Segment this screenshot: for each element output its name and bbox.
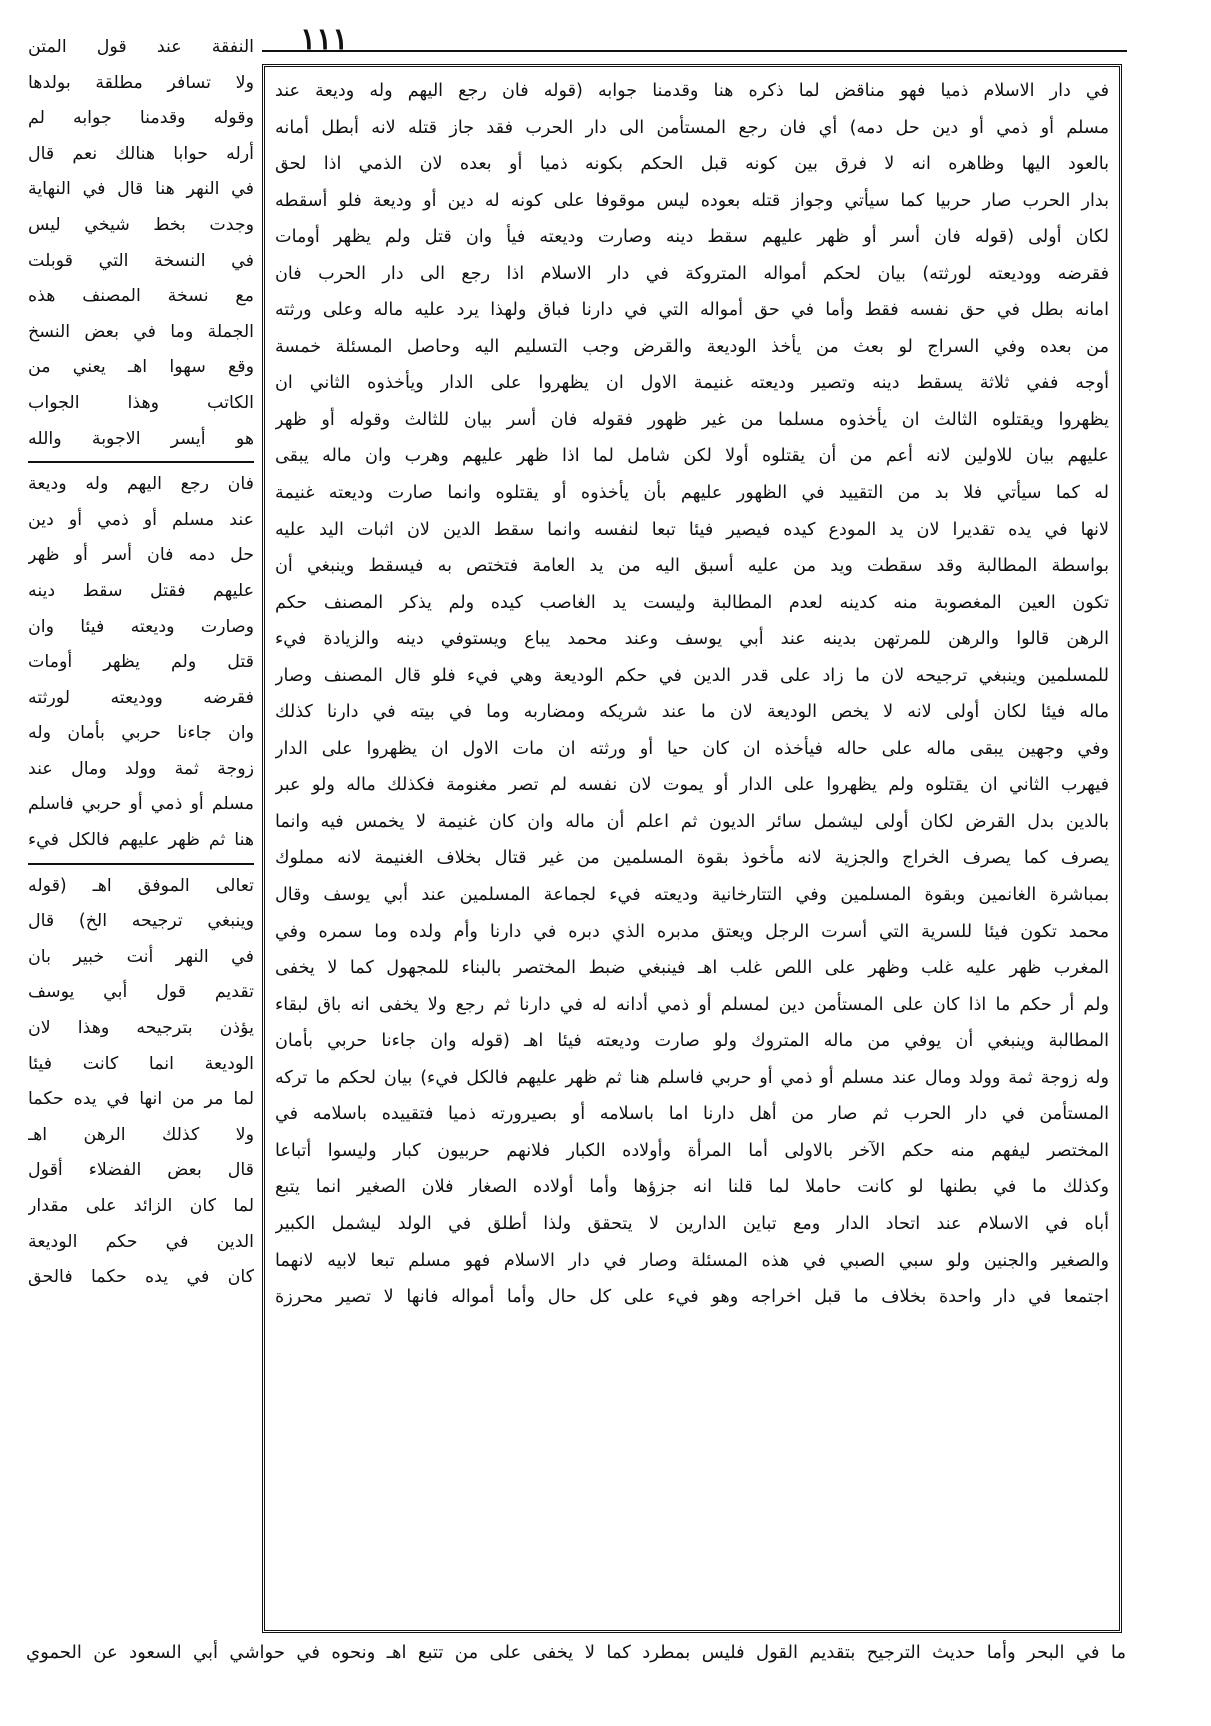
main-text-frame (262, 64, 1122, 1633)
margin-line: وان جاءنا حربي بأمان وله (28, 723, 254, 744)
page-number: ١١١ (300, 22, 349, 57)
main-text-line: بدار الحرب صار حربيا كما سيأتي وجواز قتله بعوده ليس موقوفا على كونه له دين أو وديعة فلو أسقطه (275, 190, 1109, 211)
margin-line: وجدت بخط شيخي ليس (28, 214, 254, 235)
main-text-line: فيهرب الثاني ان يقتلوه ولم يظهروا على الدار أو يموت لان نفسه لم تصر مغنومة فكذلك ماله ولو عبر (275, 775, 1109, 796)
margin-line: وقع سهوا اهـ يعني من (28, 357, 254, 378)
main-text-line: يظهروا ويقتلوه الثالث ان يأخذوه مسلما من غير ظهور فقوله فان أسر بيان للثالث وقوله أو ظهر (275, 409, 1109, 430)
margin-commentary (28, 30, 254, 1631)
main-text-line: فقرضه ووديعته لورثته) بيان لحكم أمواله المتروكة في دار الاسلام اذا رجع الى دار الحرب فان (275, 263, 1109, 284)
margin-line: لما كان الزائد على مقدار (28, 1196, 254, 1216)
main-text-line: الرهن قالوا والرهن للمرتهن بدينه عند أبي يوسف وعند محمد يباع ويستوفي دينه والزيادة فيء (275, 629, 1109, 650)
main-text-line: والصغير والجنين ولو سبي الصبي في هذه المسئلة وصار في دار الاسلام فهو مسلم تبعا لابيه لانهما (275, 1250, 1109, 1271)
margin-line: قتل ولم يظهر أومات (28, 652, 254, 673)
margin-line: كان في يده حكما فالحق (28, 1267, 254, 1288)
margin-separator (28, 863, 254, 865)
margin-line: في النهر أنت خبير بان (28, 946, 254, 967)
main-text-line: محمد تكون فيئا للسرية التي أسرت الرجل ويعتق مدبره الذي دبره في دارنا وأم ولده وما سمره وفي (275, 921, 1109, 942)
main-text-line: ماله فيئا لكان أولى لانه لا يخص الوديعة لان ما عند شريكه ومضاربه وما في بيته في دارنا كذلك (275, 702, 1109, 723)
main-text-line: تكون العين المغصوبة منه كدينه لعدم المطالبة وليست يد الغاصب كيده ولم يذكر المصنف حكم (275, 592, 1109, 613)
margin-line: عند مسلم أو ذمي أو دين (28, 509, 254, 530)
footer-continuation-line: ما في البحر وأما حديث الترجيح بتقديم القول فليس بمطرد كما لا يخفى على من تتبع اهـ ونحوه في حواشي أبي السعود عن الحموي (26, 1642, 1126, 1663)
main-text-line: وفي وجهين يبقى ماله على حاله فيأخذه ان كان حيا أو ورثته ان مات الاول ان يظهروا على الدار (275, 738, 1109, 759)
margin-line: حل دمه فان أسر أو ظهر (28, 545, 254, 566)
header-rule (262, 50, 1127, 52)
margin-block (28, 869, 254, 1296)
margin-line: وقوله وقدمنا جوابه لم (28, 108, 254, 129)
main-text-line: عليهم بيان للاولين لانه أعم من أن يقتلوه أولا لكن شامل لما اذا ظهر عليهم وهرب وان ماله يبقى (275, 446, 1109, 467)
main-text-line: له كما سيأتي فلا بد من التقييد في الظهور عليهم بأن يأخذوه أو يقتلوه وانما صارت وديعته غنيمة (275, 483, 1109, 504)
main-text-line: يصرف كما يصرف الخراج والجزية لانه مأخوذ بقوة المسلمين من غير قتال بخلاف الغنيمة لانه مملوك (275, 848, 1109, 869)
margin-block (28, 30, 254, 457)
main-text-line: لكان أولى (قوله فان أسر أو ظهر عليهم سقط دينه وصارت وديعته فيأ وان قتل ولم يظهر أومات (275, 227, 1109, 248)
margin-line: الدين في حكم الوديعة (28, 1231, 254, 1252)
margin-line: هو أيسر الاجوبة والله (28, 428, 254, 449)
main-text-line: امانه بطل في حق نفسه فقط وأما في حق أمواله التي في دارنا فباق ولهذا يرد عليه ماله وعلى ورثته (275, 300, 1109, 321)
main-text-line: في دار الاسلام ذميا فهو مناقض لما ذكره هنا وقدمنا جوابه (قوله فان رجع اليهم وله وديعة عند (275, 81, 1109, 101)
main-text-line: بالدين بدل القرض لكان أولى ليشمل سائر الديون ثم اعلم أن ماله وان كان غنيمة لا يخمس فيه وانما (275, 811, 1109, 832)
main-text-line: المختصر ليفهم منه حكم الآخر بالاولى أما المرأة وأولاده الكبار فلانهم حربيون كبار وليسوا أتباعا (275, 1140, 1109, 1161)
main-text-line: بالعود اليها وظاهره انه لا فرق بين كونه قبل الحكم بكونه ذميا أو بعده لان الذمي اذا لحق (275, 154, 1109, 175)
margin-line: مسلم أو ذمي أو حربي فاسلم (28, 794, 254, 815)
main-text-line: وله زوجة ثمة وولد ومال عند مسلم أو ذمي أو حربي فاسلم هنا ثم ظهر عليهم فالكل فيء) بيان لحكم ما تركه (275, 1067, 1109, 1088)
main-text-line: بواسطة المطالبة وقد سقطت ويد من عليه أسبق اليه من يد العامة فتختص به فيسقط وينبغي أن (275, 556, 1109, 577)
margin-line: فقرضه ووديعته لورثته (28, 687, 254, 708)
margin-line: الجملة وما في بعض النسخ (28, 321, 254, 342)
main-text-line: لانها في يده تقديرا لان يد المودع كيده فيصير فيئا تبعا لنفسه وانما سقط الدين لان اثبات اليد عليه (275, 519, 1109, 540)
main-text-line: اجتمعا في دار واحدة بخلاف ما قبل اخراجه وهو فيء على كل حال وأما أمواله فانها لا تصير محرزة (275, 1287, 1109, 1308)
margin-line: في النهر هنا قال في النهاية (28, 179, 254, 200)
main-text-line: بمباشرة الغانمين وبقوة المسلمين وفي التتارخانية وديعته فيء لجماعة المسلمين عند أبي يوسف وقال (275, 885, 1109, 906)
main-text-line: للمسلمين وينبغي ترجيحه لان ما زاد على قدر الدين في حكم الوديعة وهي فيء فلو قال المصنف وصار (275, 665, 1109, 686)
margin-line: النفقة عند قول المتن (28, 37, 254, 57)
main-text-line: المغرب ظهر عليه غلب وظهر على اللص غلب اهـ فينبغي ضبط المختصر بالبناء للمجهول كما لا يخفى (275, 958, 1109, 979)
margin-line: قال بعض الفضلاء أقول (28, 1160, 254, 1181)
margin-block (28, 467, 254, 859)
margin-line: مع نسخة المصنف هذه (28, 286, 254, 307)
margin-line: هنا ثم ظهر عليهم فالكل فيء (28, 830, 254, 851)
margin-line: الوديعة انما كانت فيئا (28, 1053, 254, 1074)
margin-line: ولا تسافر مطلقة بولدها (28, 72, 254, 93)
main-text-line: المطالبة وينبغي أن يوفي من ماله المتروك ولو صارت وديعته فيئا اهـ (قوله وان جاءنا حربي بأمان (275, 1031, 1109, 1052)
margin-line: عليهم فقتل سقط دينه (28, 580, 254, 601)
margin-line: وصارت وديعته فيئا وان (28, 616, 254, 637)
main-text (275, 73, 1109, 1316)
margin-line: لما مر من انها في يده حكما (28, 1089, 254, 1110)
main-text-line: وكذلك ما في بطنها لو كانت حاملا لما قلنا انه جزؤها وأما أولاده الصغار فلان الصغير انما يتبع (275, 1177, 1109, 1198)
margin-line: تقديم قول أبي يوسف (28, 982, 254, 1003)
margin-line: زوجة ثمة وولد ومال عند (28, 758, 254, 779)
main-text-line: مسلم أو ذمي أو دين حل دمه) أي فان رجع المستأمن الى دار الحرب فقد جاز قتله لانه أبطل أمانه (275, 117, 1109, 138)
margin-line: تعالى الموفق اهـ (قوله (28, 875, 254, 896)
main-text-line: ولم أر حكم ما اذا كان على المستأمن دين لمسلم أو ذمي أدانه له في دارنا ثم رجع ولا يخفى انه باق لبقاء (275, 994, 1109, 1015)
margin-line: يؤذن بترجيحه وهذا لان (28, 1018, 254, 1039)
margin-line: ولا كذلك الرهن اهـ (28, 1124, 254, 1145)
margin-line: فان رجع اليهم وله وديعة (28, 474, 254, 495)
main-text-line: أباه في الاسلام عند اتحاد الدار ومع تباين الدارين لا يتحقق ولذا أطلق في الولد ليشمل الكبير (275, 1213, 1109, 1234)
margin-separator (28, 461, 254, 463)
margin-line: أرله حوابا هنالك نعم قال (28, 143, 254, 164)
main-text-line: من بعده وفي السراج لو بعث من يأخذ الوديعة والقرض وجب التسليم اليه وحاصل المسئلة خمسة (275, 336, 1109, 357)
margin-line: الكاتب وهذا الجواب (28, 392, 254, 413)
margin-line: وينبغي ترجيحه الخ) قال (28, 911, 254, 932)
margin-line: في النسخة التي قوبلت (28, 250, 254, 271)
main-text-line: أوجه ففي ثلاثة يسقط دينه وتصير وديعته غنيمة الاول ان يظهروا على الدار ويأخذوه الثاني ان (275, 373, 1109, 394)
main-text-line: المستأمن في دار الحرب ثم صار من أهل دارنا اما باسلامه أو بصيرورته ذميا فتقييده باسلامه في (275, 1104, 1109, 1125)
